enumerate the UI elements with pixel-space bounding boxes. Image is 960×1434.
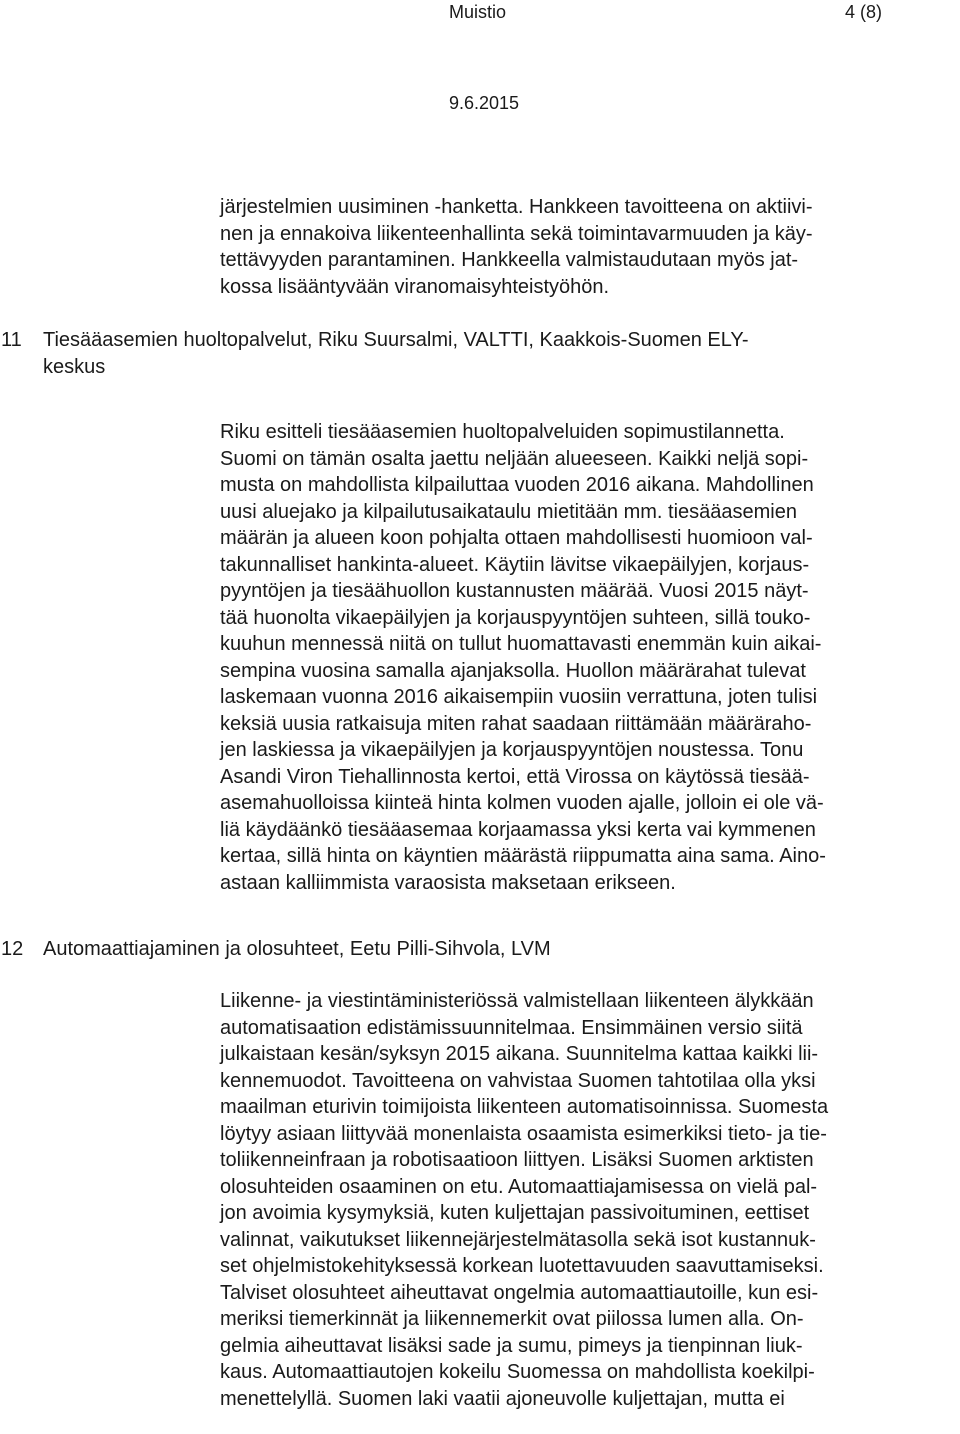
paragraph-line: sempina vuosina samalla ajanjaksolla. Huollon määrärahat tulevat: [220, 659, 806, 682]
paragraph-line: jon avoimia kysymyksiä, kuten kuljettajan passivoituminen, eettiset: [220, 1202, 810, 1224]
section-12-body: [220, 988, 950, 1412]
paragraph-line: Liikenne- ja viestintäministeriössä valmistellaan liikenteen älykkään: [220, 990, 814, 1012]
paragraph-line: valinnat, vaikutukset liikennejärjestelmätasolla sekä isot kustannuk-: [220, 1228, 816, 1251]
paragraph-line: set ohjelmistokehityksessä korkean luotettavuuden saavuttamiseksi.: [220, 1255, 824, 1277]
page-number: 4 (8): [845, 2, 883, 22]
paragraph-line: löytyy asiaan liittyvää monenlaista osaamista esimerkiksi tieto- ja tie-: [220, 1122, 827, 1145]
paragraph-line: Asandi Viron Tiehallinnosta kertoi, että Virossa on käytössä tiesää-: [220, 765, 810, 788]
paragraph-line: takunnalliset hankinta-alueet. Käytiin lävitse vikaepäilyjen, korjaus-: [220, 553, 810, 576]
paragraph-line: tää huonolta vikaepäilyjen ja korjauspyyntöjen suhteen, sillä touko-: [220, 606, 811, 629]
paragraph-line: astaan kalliimmista varaosista maksetaan erikseen.: [220, 871, 676, 894]
document-title: Muistio: [449, 2, 507, 22]
paragraph-line: pyyntöjen ja tiesäähuollon kustannusten määrää. Vuosi 2015 näyt-: [220, 580, 809, 602]
paragraph-line: kaus. Automaattiautojen kokeilu Suomessa on mahdollista koekilpi-: [220, 1361, 815, 1383]
paragraph-line: julkaistaan kesän/syksyn 2015 aikana. Suunnitelma kattaa kaikki lii-: [220, 1043, 819, 1065]
section-12-heading: [0, 936, 960, 963]
paragraph-line: gelmia aiheuttavat lisäksi sade ja sumu, pimeys ja tienpinnan liuk-: [220, 1334, 803, 1357]
paragraph-line: Riku esitteli tiesääasemien huoltopalveluiden sopimustilannetta.: [220, 421, 785, 443]
paragraph-line: kossa lisääntyvään viranomaisyhteistyöhön.: [220, 275, 610, 298]
paragraph-line: olosuhteiden osaaminen on etu. Automaattiajamisessa on vielä pal-: [220, 1175, 818, 1198]
section-number: 11: [1, 329, 22, 351]
paragraph-line: asemahuolloissa kiinteä hinta kolmen vuoden ajalle, jolloin ei ole vä-: [220, 792, 824, 814]
paragraph-line: tettävyyden parantaminen. Hankkeella valmistaudutaan myös jat-: [220, 249, 799, 271]
heading-line: Tiesääasemien huoltopalvelut, Riku Suursalmi, VALTTI, Kaakkois-Suomen ELY-: [43, 329, 749, 351]
paragraph-line: liä käydäänkö tiesääasemaa korjaamassa yksi kerta vai kymmenen: [220, 818, 816, 841]
intro-paragraph: [220, 194, 950, 300]
paragraph-line: määrän ja alueen koon pohjalta ottaen mahdollisesti huomioon val-: [220, 527, 813, 549]
paragraph-line: nen ja ennakoiva liikenteenhallinta sekä toimintavarmuuden ja käy-: [220, 222, 813, 245]
paragraph-line: musta on mahdollista kilpailuttaa vuoden 2016 aikana. Mahdollinen: [220, 474, 814, 496]
paragraph-line: Suomi on tämän osalta jaettu neljään alueeseen. Kaikki neljä sopi-: [220, 447, 809, 470]
document-date: 9.6.2015: [449, 93, 520, 113]
paragraph-line: maailman eturivin toimijoista liikenteen automatisoinnissa. Suomesta: [220, 1096, 829, 1118]
paragraph-line: kennemuodot. Tavoitteena on vahvistaa Suomen tahtotilaa olla yksi: [220, 1069, 816, 1092]
paragraph-line: uusi aluejako ja kilpailutusaikataulu mietitään mm. tiesääasemien: [220, 500, 797, 523]
paragraph-line: kertaa, sillä hinta on käyntien määrästä riippumatta aina sama. Aino-: [220, 845, 826, 867]
paragraph-line: laskemaan vuonna 2016 aikaisempiin vuosiin verrattuna, joten tulisi: [220, 686, 818, 708]
paragraph-line: keksiä uusia ratkaisuja miten rahat saadaan riittämään määräraho-: [220, 712, 812, 735]
paragraph-line: kuuhun mennessä niitä on tullut huomattavasti enemmän kuin aikai-: [220, 633, 822, 655]
paragraph-line: meriksi tiemerkinnät ja liikennemerkit ovat piilossa lumen alla. On-: [220, 1308, 804, 1330]
paragraph-line: järjestelmien uusiminen -hanketta. Hankkeen tavoitteena on aktiivi-: [220, 196, 813, 218]
paragraph-line: Talviset olosuhteet aiheuttavat ongelmia automaattiautoille, kun esi-: [220, 1281, 819, 1304]
section-11-body: [220, 419, 950, 896]
heading-line: Automaattiajaminen ja olosuhteet, Eetu Pilli-Sihvola, LVM: [43, 938, 551, 960]
section-number: 12: [1, 938, 24, 960]
paragraph-line: automatisaation edistämissuunnitelmaa. Ensimmäinen versio siitä: [220, 1016, 803, 1039]
paragraph-line: toliikenneinfraan ja robotisaatioon liittyen. Lisäksi Suomen arktisten: [220, 1149, 814, 1171]
paragraph-line: jen laskiessa ja vikaepäilyjen ja korjauspyyntöjen noustessa. Tonu: [220, 739, 804, 761]
section-11-heading: [0, 327, 960, 380]
heading-line: keskus: [43, 355, 106, 378]
paragraph-line: menettelyllä. Suomen laki vaatii ajoneuvolle kuljettajan, mutta ei: [220, 1387, 785, 1410]
